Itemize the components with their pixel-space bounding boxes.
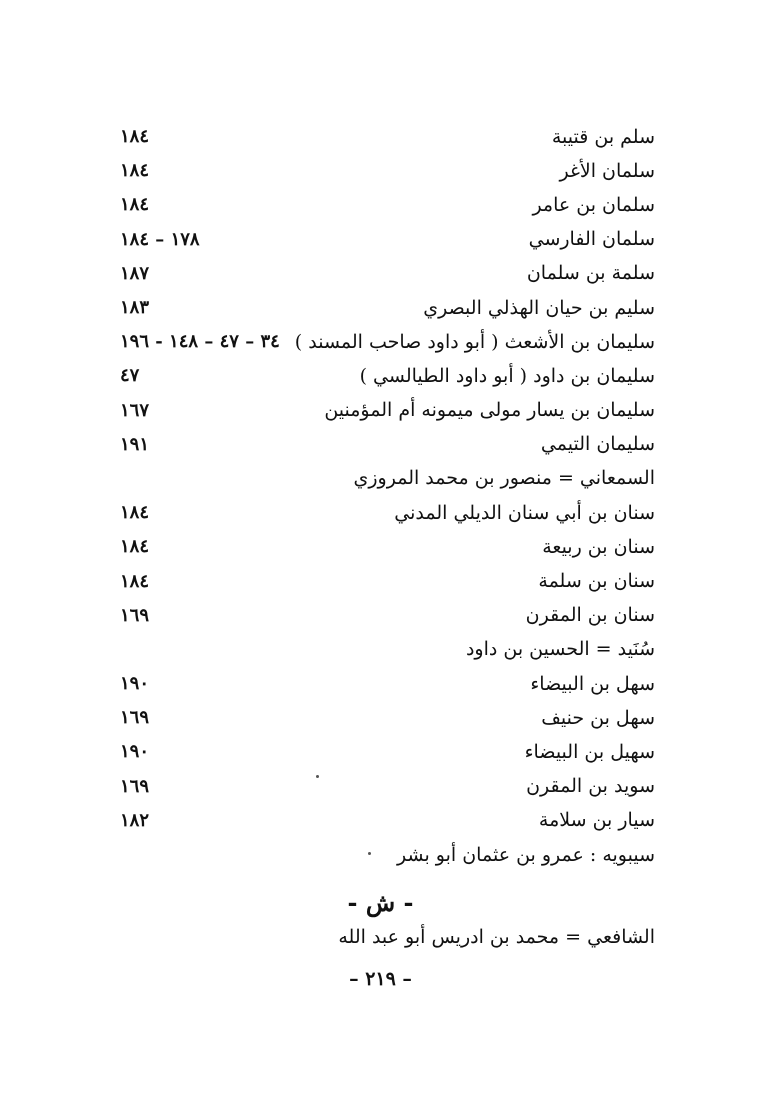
index-entry [120, 633, 655, 667]
entry-name: سنان بن ربيعة [542, 535, 655, 558]
entry-pages: ٤٧ [120, 365, 140, 387]
entry-pages: ١٦٩ [120, 707, 150, 729]
entry-pages: ١٩١ [120, 433, 150, 455]
index-entry [120, 359, 655, 393]
index-entry [120, 325, 655, 359]
index-entry [120, 223, 655, 257]
entry-pages: ١٦٩ [120, 604, 150, 626]
entry-name: سيار بن سلامة [538, 809, 655, 832]
entry-name: سُنَيد = الحسين بن داود [465, 638, 655, 661]
entry-name: سليمان بن الأشعث ( أبو داود صاحب المسند ) [294, 330, 655, 353]
index-entry [120, 564, 655, 598]
entry-name: سليمان بن داود ( أبو داود الطيالسي ) [359, 364, 655, 387]
entry-pages: ١٨٤ [120, 126, 150, 148]
entry-name: سلمة بن سلمان [526, 262, 655, 285]
index-entry [120, 770, 655, 804]
entry-name: سليمان بن يسار مولى ميمونه أم المؤمنين [324, 399, 655, 422]
entry-pages: ١٨٧ [120, 262, 150, 284]
entry-pages: ١٨٢ [120, 809, 150, 831]
index-entry [120, 257, 655, 291]
entry-name: سنان بن سلمة [538, 570, 655, 593]
entry-name: سنان بن أبي سنان الديلي المدني [394, 501, 655, 524]
entry-pages: ١٨٤ [120, 160, 150, 182]
entry-name: سليم بن حيان الهذلي البصري [423, 296, 655, 319]
section-heading: - ش - [347, 888, 414, 917]
index-entry [120, 462, 655, 496]
entry-name: سهل بن حنيف [541, 706, 655, 729]
index-entry [120, 838, 655, 872]
cross-reference-entry: الشافعي = محمد بن ادريس أبو عبد الله [338, 926, 655, 948]
index-entry [120, 154, 655, 188]
entry-pages: ١٨٤ [120, 536, 150, 558]
index-entry [120, 735, 655, 769]
entry-name: سنان بن المقرن [525, 604, 655, 627]
entry-name: سويد بن المقرن [526, 775, 655, 798]
index-entry [120, 599, 655, 633]
entry-pages: ٣٤ – ٤٧ – ١٤٨ - ١٩٦ [120, 331, 280, 353]
entry-name: السمعاني = منصور بن محمد المروزي [353, 467, 655, 490]
entry-name: سليمان التيمي [540, 433, 655, 456]
scan-speck [316, 775, 319, 778]
index-entry [120, 428, 655, 462]
entry-name: سهل بن البيضاء [530, 672, 655, 695]
index-entry [120, 804, 655, 838]
index-entry [120, 496, 655, 530]
entry-pages: ١٨٤ [120, 194, 150, 216]
entry-name: سلمان الأغر [559, 159, 655, 182]
index-entry [120, 291, 655, 325]
entry-pages: ١٦٧ [120, 399, 150, 421]
entry-name: سيبويه : عمرو بن عثمان أبو بشر [397, 843, 655, 866]
index-entry [120, 530, 655, 564]
index-entry [120, 394, 655, 428]
entry-name: سلم بن قتيبة [551, 125, 655, 148]
entry-pages: ١٩٠ [120, 673, 150, 695]
page-number: – ٢١٩ – [349, 968, 412, 990]
entry-pages: ١٦٩ [120, 775, 150, 797]
entry-pages: ١٨٤ [120, 570, 150, 592]
index-entry [120, 667, 655, 701]
entry-pages: ١٩٠ [120, 741, 150, 763]
index-entry [120, 120, 655, 154]
entry-name: سهيل بن البيضاء [524, 740, 655, 763]
index-entry [120, 701, 655, 735]
entry-pages: ١٧٨ – ١٨٤ [120, 228, 200, 250]
entry-name: سلمان الفارسي [528, 228, 655, 251]
entry-pages: ١٨٤ [120, 502, 150, 524]
index-list [120, 120, 655, 872]
scan-speck [368, 852, 371, 855]
entry-name: سلمان بن عامر [532, 193, 655, 216]
index-entry [120, 188, 655, 222]
entry-pages: ١٨٣ [120, 297, 150, 319]
